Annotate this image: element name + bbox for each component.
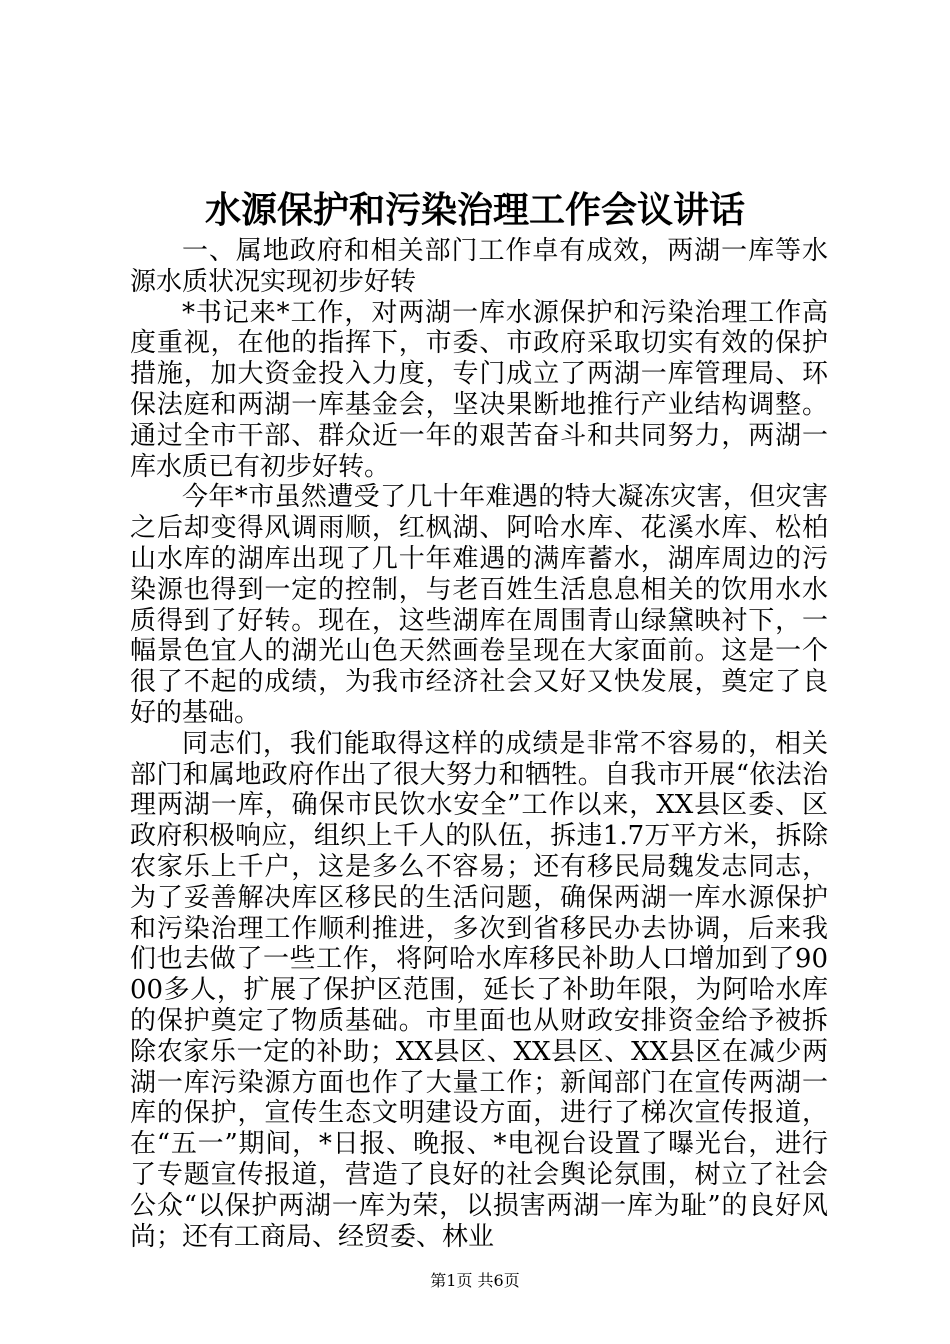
paragraph-this-year: 今年*市虽然遭受了几十年难遇的特大凝冻灾害，但灾害之后却变得风调雨顺，红枫湖、阿哈水库、花溪水库、松柏山水库的湖库出现了几十年难遇的满库蓄水，湖库周边的污染源也得到一定的控制，与老百姓生活息息相关的饮用水水质得到了好转。现在，这些湖库在周围青山绿黛映衬下，一幅景色宜人的湖光山色天然画卷呈现在大家面前。这是一个很了不起的成绩，为我市经济社会又好又快发展，奠定了良好的基础。 xyxy=(130,482,828,728)
paragraph-secretary-work: *书记来*工作，对两湖一库水源保护和污染治理工作高度重视，在他的指挥下，市委、市政府采取切实有效的保护措施，加大资金投入力度，专门成立了两湖一库管理局、环保法庭和两湖一库基金会，坚决果断地推行产业结构调整。通过全市干部、群众近一年的艰苦奋斗和共同努力，两湖一库水质已有初步好转。 xyxy=(130,297,828,482)
paragraph-comrades: 同志们，我们能取得这样的成绩是非常不容易的，相关部门和属地政府作出了很大努力和牺牲。自我市开展“依法治理两湖一库，确保市民饮水安全”工作以来，XX县区委、区政府积极响应，组织上千人的队伍，拆违1.7万平方米，拆除农家乐上千户，这是多么不容易；还有移民局魏发志同志，为了妥善解决库区移民的生活问题，确保两湖一库水源保护和污染治理工作顺利推进，多次到省移民办去协调，后来我们也去做了一些工作，将阿哈水库移民补助人口增加到了9000多人，扩展了保护区范围，延长了补助年限，为阿哈水库的保护奠定了物质基础。市里面也从财政安排资金给予被拆除农家乐一定的补助；XX县区、XX县区、XX县区在减少两湖一库污染源方面也作了大量工作；新闻部门在宣传两湖一库的保护，宣传生态文明建设方面，进行了梯次宣传报道，在“五一”期间，*日报、晚报、*电视台设置了曝光台，进行了专题宣传报道，营造了良好的社会舆论氛围，树立了社会公众“以保护两湖一库为荣，以损害两湖一库为耻”的良好风尚；还有工商局、经贸委、林业 xyxy=(130,728,828,1252)
document-body xyxy=(130,236,828,1252)
paragraph-section-heading: 一、属地政府和相关部门工作卓有成效，两湖一库等水源水质状况实现初步好转 xyxy=(130,236,828,297)
document-title: 水源保护和污染治理工作会议讲话 xyxy=(204,189,745,231)
page-number-footer: 第1页 共6页 xyxy=(430,1271,520,1290)
